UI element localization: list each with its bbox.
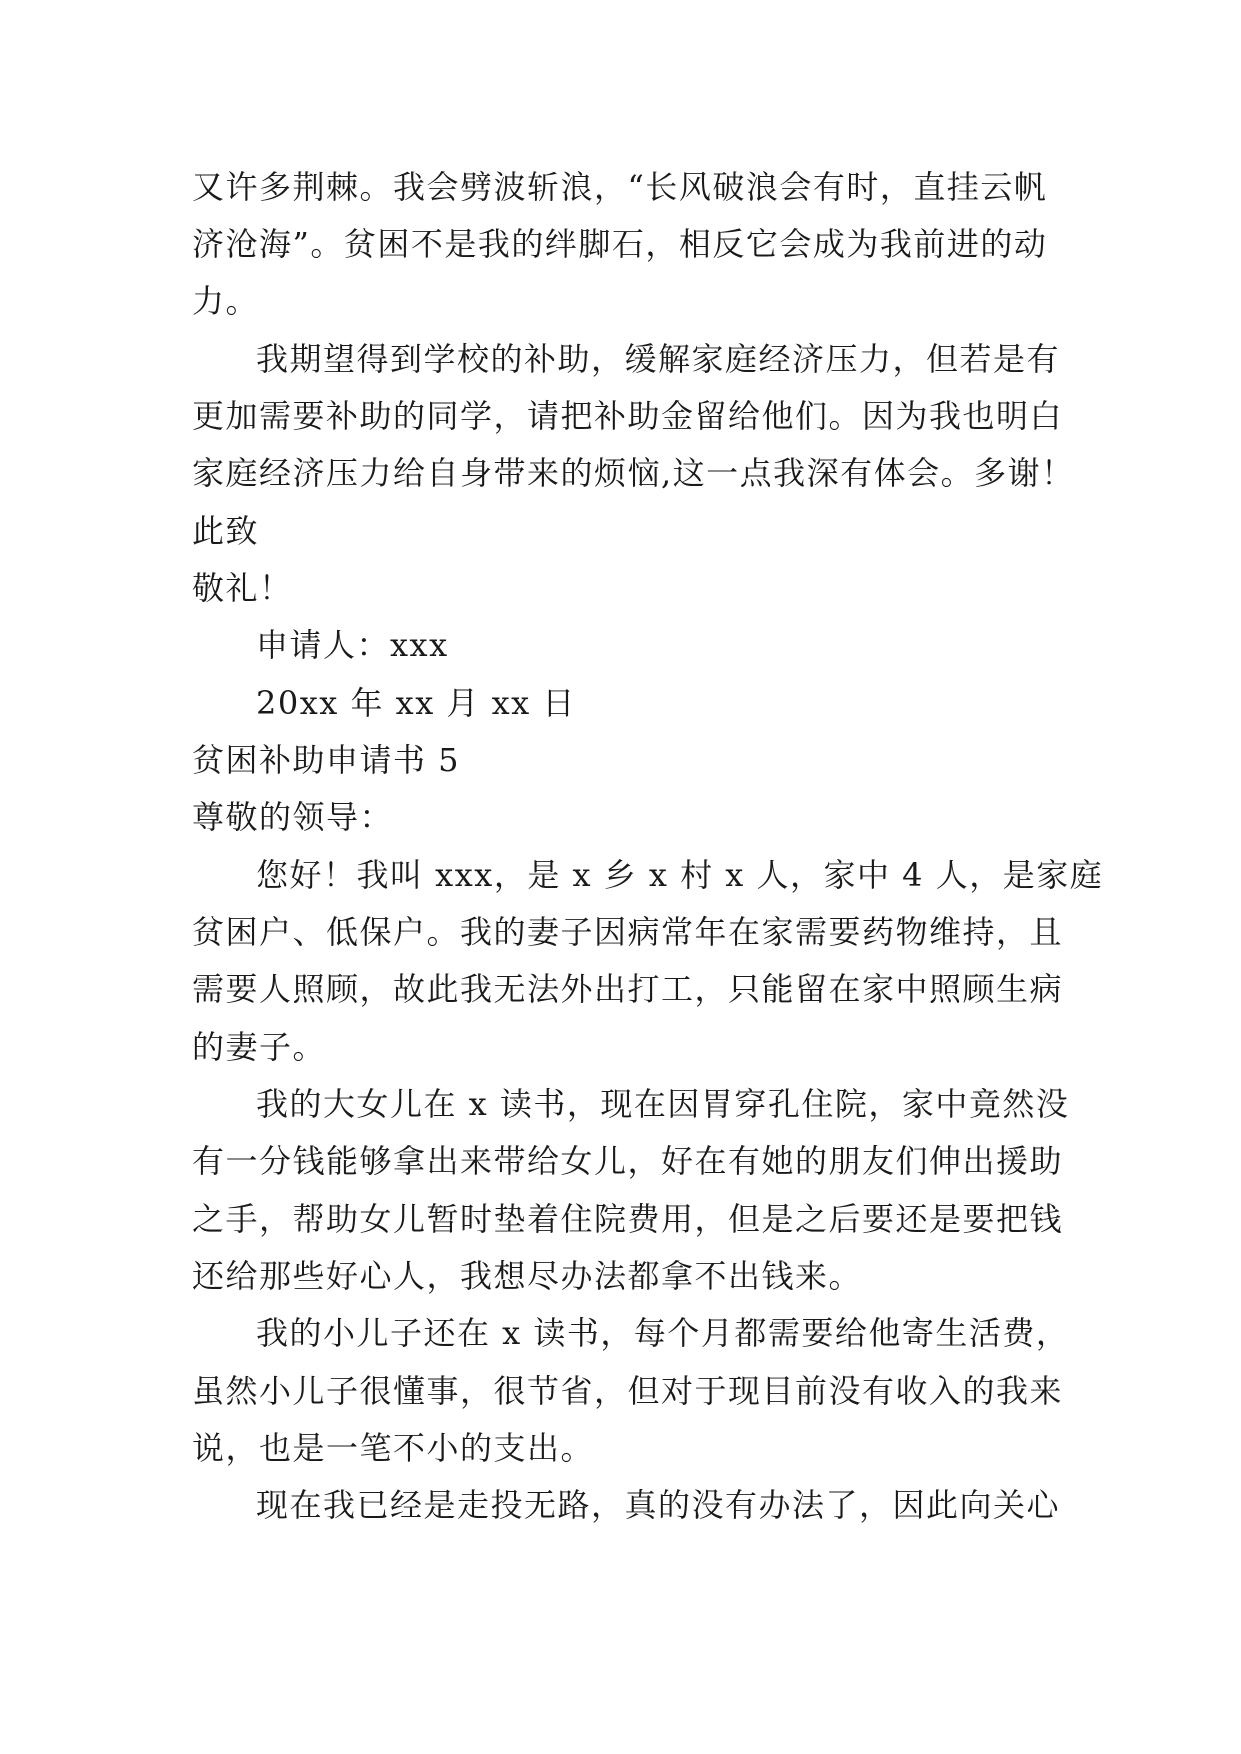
text-line: 济沧海”。贫困不是我的绊脚石，相反它会成为我前进的动 — [192, 225, 1048, 263]
text-line: 又许多荆棘。我会劈波斩浪，“长风破浪会有时，直挂云帆 — [192, 168, 1048, 206]
text-line: 的妻子。 — [192, 1028, 327, 1066]
section-title: 贫困补助申请书 5 — [192, 741, 461, 779]
text-line: 之手，帮助女儿暂时垫着住院费用，但是之后要还是要把钱 — [192, 1200, 1064, 1238]
text-line: 贫困户、低保户。我的妻子因病常年在家需要药物维持，且 — [192, 913, 1064, 951]
date-line: 20xx 年 xx 月 xx 日 — [256, 684, 576, 722]
text-line: 虽然小儿子很懂事，很节省，但对于现目前没有收入的我来 — [192, 1372, 1064, 1410]
text-line: 说，也是一笔不小的支出。 — [192, 1429, 595, 1467]
text-line: 还给那些好心人，我想尽办法都拿不出钱来。 — [192, 1257, 863, 1295]
text-line: 我的大女儿在 x 读书，现在因胃穿孔住院，家中竟然没 — [256, 1085, 1070, 1123]
greeting: 尊敬的领导： — [192, 798, 394, 836]
text-line: 有一分钱能够拿出来带给女儿，好在有她的朋友们伸出援助 — [192, 1142, 1064, 1180]
text-line: 更加需要补助的同学，请把补助金留给他们。因为我也明白 — [192, 397, 1064, 435]
text-line: 您好！我叫 xxx，是 x 乡 x 村 x 人，家中 4 人，是家庭 — [256, 856, 1104, 894]
text-line: 现在我已经是走投无路，真的没有办法了，因此向关心 — [256, 1486, 1061, 1524]
text-line: 我期望得到学校的补助，缓解家庭经济压力，但若是有 — [256, 340, 1061, 378]
text-line: 需要人照顾，故此我无法外出打工，只能留在家中照顾生病 — [192, 970, 1064, 1008]
text-line: 家庭经济压力给自身带来的烦恼,这一点我深有体会。多谢！ — [192, 454, 1075, 492]
applicant-signature: 申请人：xxx — [256, 626, 449, 664]
closing-salutation: 此致 — [192, 512, 260, 550]
text-line: 力。 — [192, 282, 260, 320]
closing-regards: 敬礼！ — [192, 569, 293, 607]
text-line: 我的小儿子还在 x 读书，每个月都需要给他寄生活费， — [256, 1314, 1070, 1352]
